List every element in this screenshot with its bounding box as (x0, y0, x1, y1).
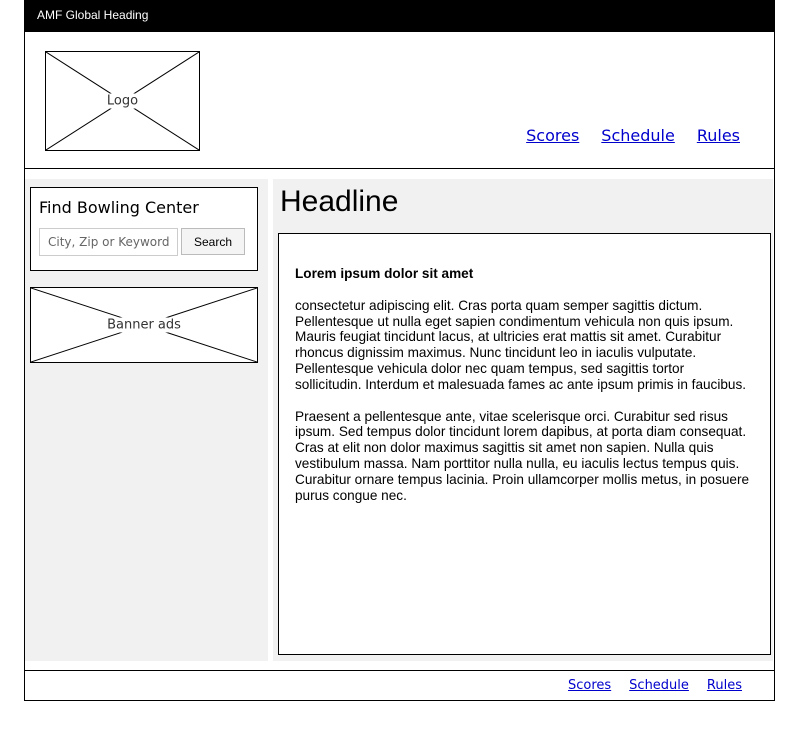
logo-label: Logo (106, 93, 139, 109)
article-heading: Lorem ipsum dolor sit amet (295, 266, 474, 281)
nav-link-schedule[interactable]: Schedule (601, 126, 675, 145)
nav-link-scores[interactable]: Scores (526, 126, 580, 145)
article-body (278, 233, 771, 655)
site-header (25, 32, 774, 169)
banner-ads-placeholder[interactable] (30, 287, 258, 363)
footer-link-scores[interactable]: Scores (567, 678, 612, 693)
article-paragraph: consectetur adipiscing elit. Cras porta quam semper sagittis dictum. Pellentesque ut nulla eget sapien condimentum vehicula non quis ipsum. Mauris feugiat tincidunt lacus, at ultricies erat mattis sit amet. Curabitur rhoncus dignissim maximus. Nunc tincidunt leo in iaculis vulputate. Pellentesque vehicula dolor nec quam tempus, sed sagittis tortor sollicitudin. Interdum et malesuada fames ac ante ipsum primis in faucibus. (295, 297, 747, 392)
article-paragraph: Praesent a pellentesque ante, vitae scelerisque orci. Curabitur sed risus ipsum. Sed tempus dolor tincidunt lorem dapibus, at porta diam consequat. Cras at elit non dolor maximus sagittis sit amet non sapien. Nulla quis vestibulum massa. Nam porttitor nulla nulla, eu iaculis lectus tempus quis. Curabitur ornare tempus lacinia. Proin ullamcorper mollis metus, in posuere purus congue nec. (295, 408, 750, 503)
find-center-widget (30, 187, 258, 271)
site-footer (25, 670, 774, 701)
find-center-title: Find Bowling Center (39, 198, 199, 217)
main-content (273, 179, 773, 661)
nav-link-rules[interactable]: Rules (696, 126, 740, 145)
global-heading: AMF Global Heading (37, 8, 149, 22)
sidebar (25, 179, 268, 661)
search-button[interactable]: Search (181, 228, 245, 255)
search-input[interactable] (39, 228, 178, 256)
page-frame (24, 0, 775, 701)
logo-placeholder[interactable] (45, 51, 200, 151)
page-headline: Headline (280, 185, 399, 218)
banner-ads-label: Banner ads (107, 317, 181, 333)
footer-link-schedule[interactable]: Schedule (629, 678, 689, 693)
global-header-bar (25, 0, 774, 32)
main-nav (526, 126, 740, 145)
footer-link-rules[interactable]: Rules (706, 678, 742, 693)
footer-nav (568, 678, 742, 693)
